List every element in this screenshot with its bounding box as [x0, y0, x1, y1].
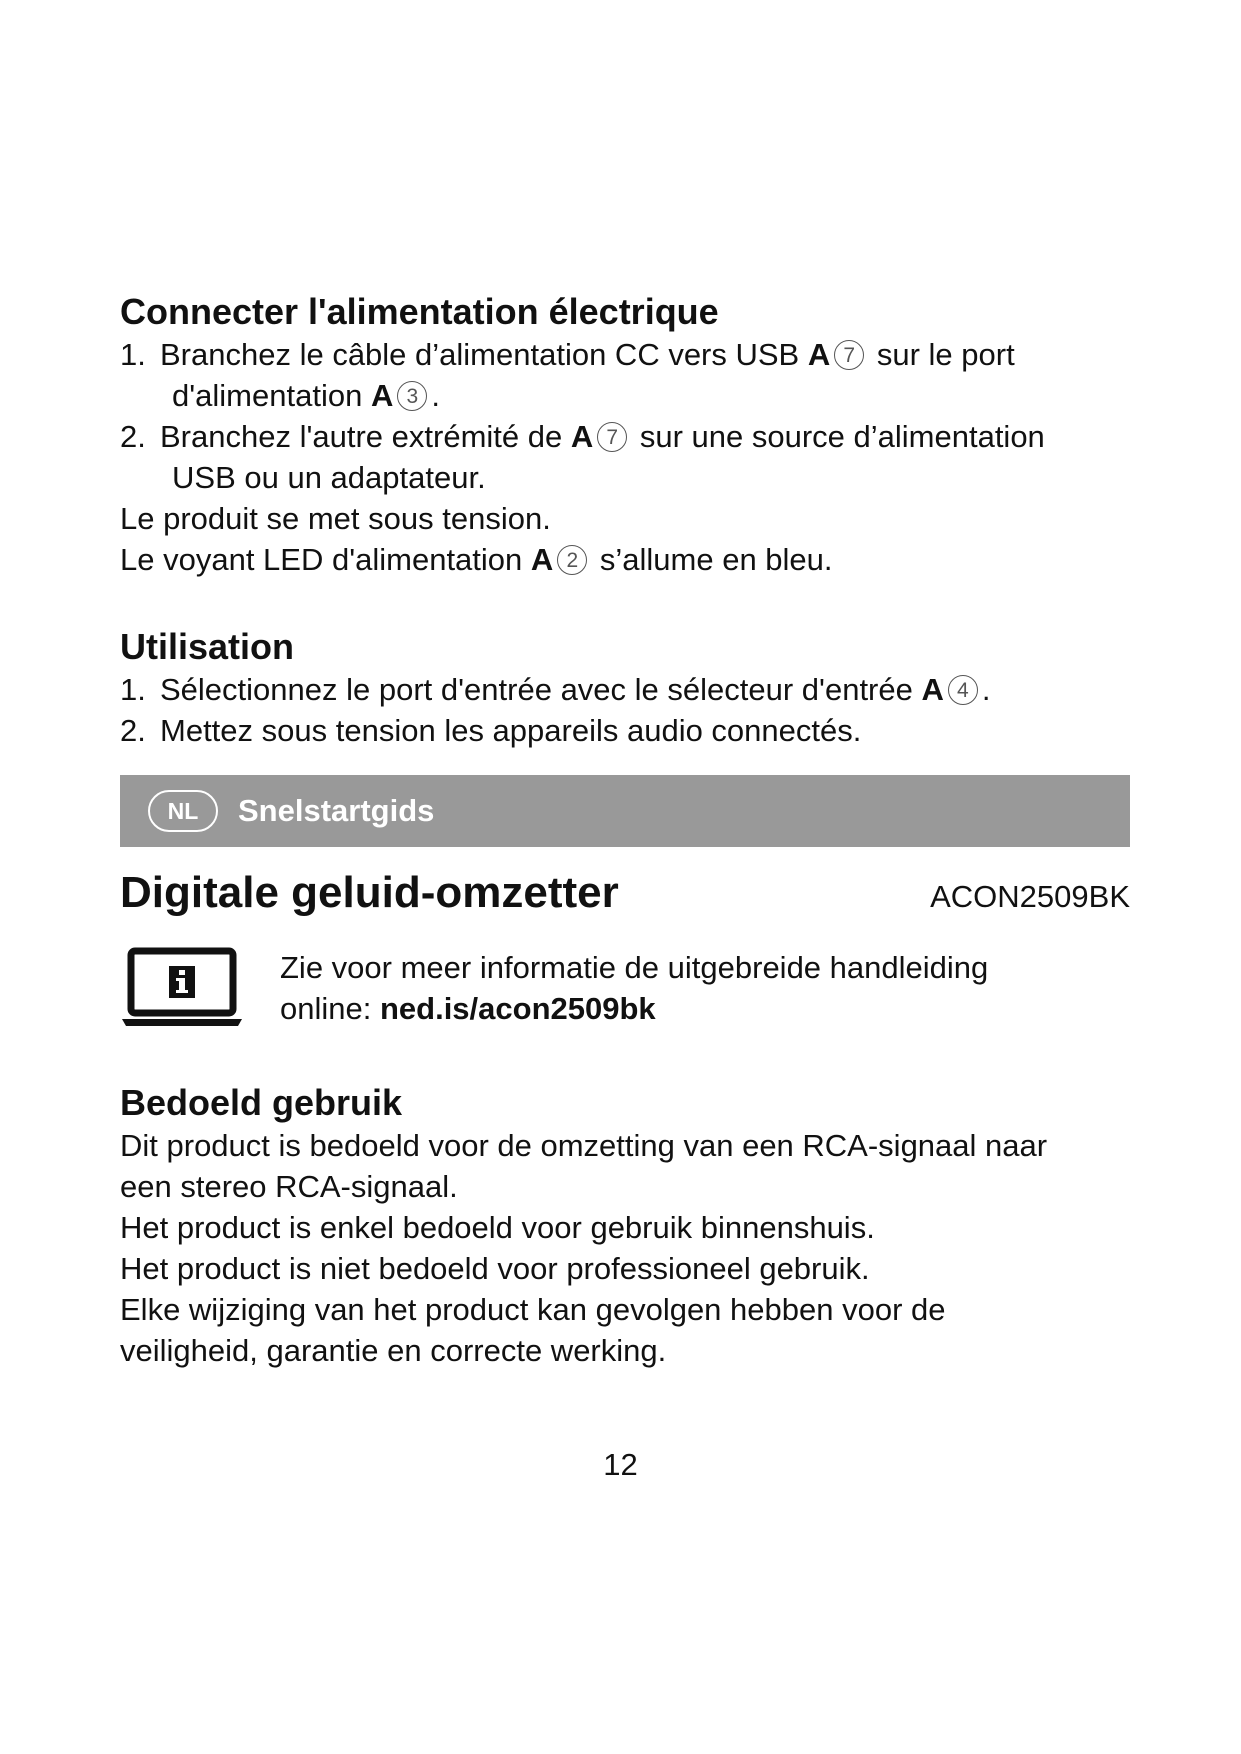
- power-step-1: [120, 334, 1130, 375]
- intended-use-heading: Bedoeld gebruik: [120, 1082, 403, 1123]
- step-text: [160, 669, 1130, 710]
- product-header: [120, 865, 1130, 921]
- step-text-part: Sélectionnez le port d'entrée avec le sélecteur d'entrée: [160, 672, 922, 707]
- info-line-1: Zie voor meer informatie de uitgebreide handleiding: [280, 950, 989, 985]
- step-text: Mettez sous tension les appareils audio connectés.: [160, 713, 862, 748]
- section-title: Snelstartgids: [238, 793, 435, 828]
- intended-line: veiligheid, garantie en correcte werking.: [120, 1333, 667, 1368]
- info-line-2: [280, 988, 988, 1029]
- laptop-info-icon: [120, 945, 280, 1036]
- step-text-part: sur le port: [868, 337, 1015, 372]
- step-text-part: Branchez le câble d’alimentation CC vers USB: [160, 337, 808, 372]
- info-text-part: online:: [280, 991, 380, 1026]
- intended-line: Elke wijziging van het product kan gevolgen hebben voor de: [120, 1292, 946, 1327]
- callout-number: 7: [597, 422, 627, 452]
- step-text: [160, 334, 1130, 375]
- product-code: ACON2509BK: [930, 879, 1130, 914]
- intended-line: Dit product is bedoeld voor de omzetting van een RCA-signaal naar: [120, 1128, 1048, 1163]
- step-text-part: d'alimentation: [172, 378, 371, 413]
- page-content: [120, 290, 1130, 1371]
- step-text-part: .: [431, 378, 440, 413]
- power-step-1-cont: [120, 375, 1130, 416]
- part-ref: A: [570, 419, 594, 454]
- step-text-part: .: [981, 672, 991, 707]
- intended-line: een stereo RCA-signaal.: [120, 1169, 458, 1204]
- power-heading: Connecter l'alimentation électrique: [120, 291, 719, 332]
- note-text-part: s’allume en bleu.: [591, 542, 833, 577]
- spacer: [120, 1036, 1130, 1081]
- spacer: [120, 580, 1130, 625]
- online-info: [120, 945, 1130, 1036]
- part-ref: A: [370, 378, 394, 413]
- step-number: 1.: [120, 337, 146, 372]
- callout-number: 3: [397, 381, 427, 411]
- callout-number: 7: [834, 340, 864, 370]
- power-step-2: [120, 416, 1130, 457]
- page-number: 12: [603, 1447, 638, 1482]
- callout-number: 4: [948, 675, 978, 705]
- part-ref: A: [530, 542, 554, 577]
- usage-step-2: [120, 710, 1130, 751]
- power-note-2: [120, 539, 1130, 580]
- callout-number: 2: [557, 545, 587, 575]
- language-section-bar: [120, 775, 1130, 847]
- part-ref: A: [807, 337, 831, 372]
- language-badge: NL: [148, 790, 218, 832]
- intended-line: Het product is niet bedoeld voor professioneel gebruik.: [120, 1251, 870, 1286]
- step-text-part: Branchez l'autre extrémité de: [160, 419, 571, 454]
- step-text: [160, 416, 1130, 457]
- step-number: 1.: [120, 672, 146, 707]
- usage-heading: Utilisation: [120, 626, 295, 667]
- power-step-2-cont: USB ou un adaptateur.: [172, 460, 486, 495]
- product-title: Digitale geluid-omzetter: [120, 868, 619, 917]
- note-text-part: Le voyant LED d'alimentation: [120, 542, 531, 577]
- step-number: 2.: [120, 713, 146, 748]
- manual-link[interactable]: ned.is/acon2509bk: [379, 991, 656, 1026]
- power-note-1: Le produit se met sous tension.: [120, 501, 551, 536]
- info-text: [280, 945, 988, 1029]
- intended-line: Het product is enkel bedoeld voor gebruik binnenshuis.: [120, 1210, 875, 1245]
- step-number: 2.: [120, 419, 146, 454]
- usage-step-1: [120, 669, 1130, 710]
- part-ref: A: [921, 672, 944, 707]
- step-text-part: sur une source d’alimentation: [631, 419, 1045, 454]
